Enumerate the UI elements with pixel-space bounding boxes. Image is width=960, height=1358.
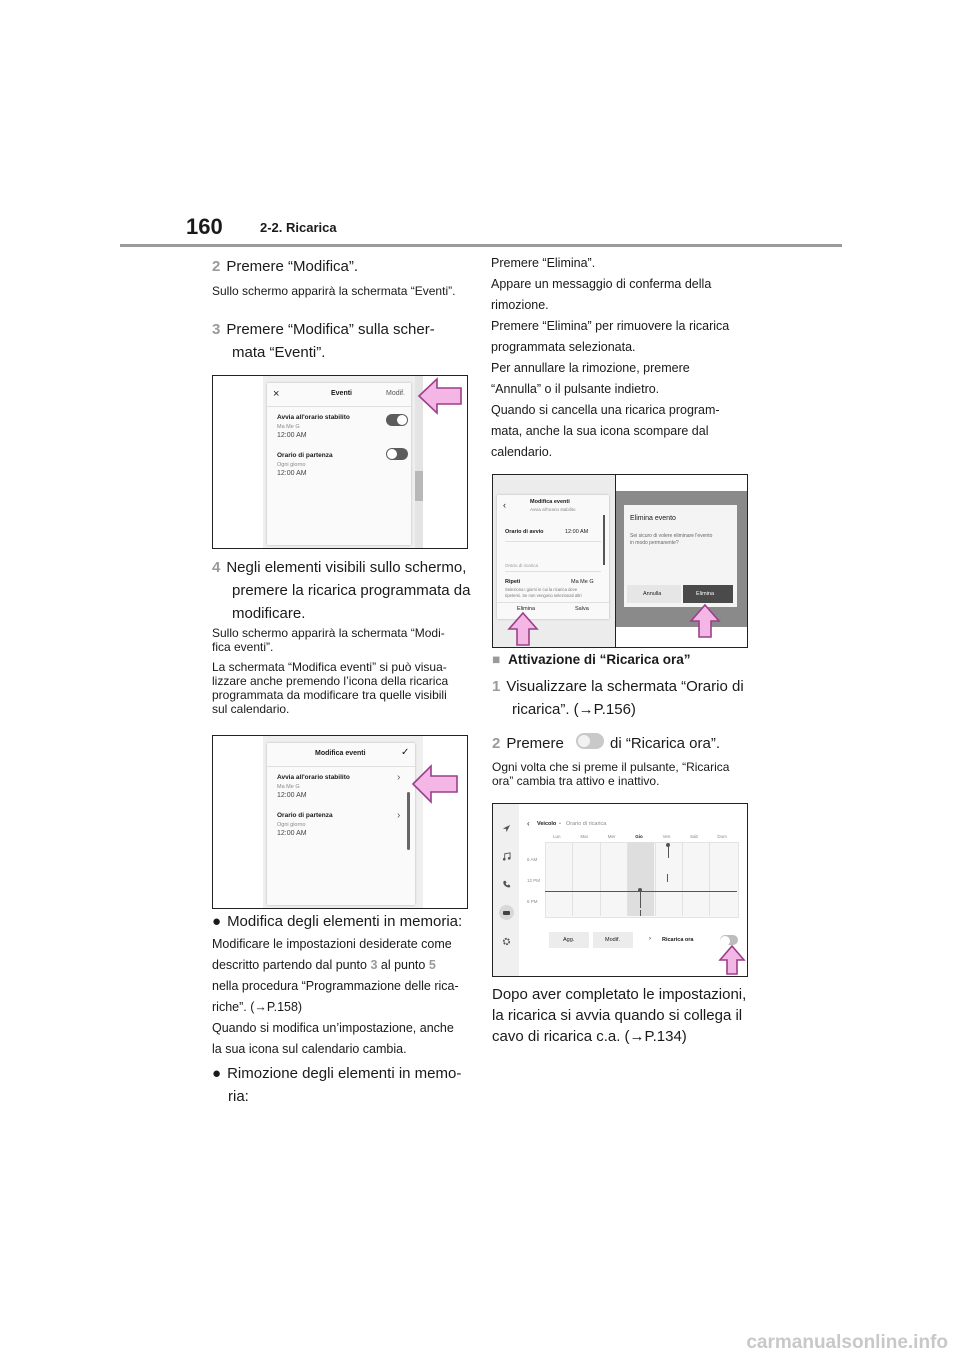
step-number: 1 — [492, 678, 501, 695]
pointer-arrow-icon — [411, 764, 459, 804]
step-ref: 3 — [370, 958, 378, 972]
time-label: 12 PM — [527, 878, 541, 883]
calendar-column-divider — [709, 842, 710, 916]
step-2-right — [492, 732, 564, 755]
body-line: riche”. (→P.158) — [212, 1000, 303, 1014]
step-text: Premere “Modifica” sulla scher- — [226, 321, 435, 338]
note-line: sul calendario. — [212, 702, 290, 716]
step-text: Visualizzare la schermata “Orario di — [506, 678, 744, 695]
scrollbar[interactable] — [603, 515, 605, 565]
screenshot-eventi — [212, 375, 468, 549]
pointer-arrow-icon — [689, 603, 721, 639]
pointer-arrow-icon — [507, 611, 539, 647]
day-label-ven: Ven — [662, 834, 671, 839]
phone-icon[interactable] — [502, 880, 511, 889]
breadcrumb-orario: Orario di ricarica — [566, 821, 607, 827]
watermark-text: carmanualsonline.info — [746, 1332, 948, 1353]
breadcrumb-separator: • — [559, 821, 561, 827]
row-value[interactable]: Ma Me G — [571, 579, 594, 585]
gear-icon[interactable] — [502, 937, 511, 946]
event-title: Orario di partenza — [277, 812, 333, 819]
step-number: 2 — [492, 735, 501, 752]
note-line: lizzare anche premendo l’icona della ricarica — [212, 674, 449, 688]
step-text: Premere — [506, 735, 564, 752]
modif-label: Modif. — [605, 937, 620, 943]
step-3 — [212, 318, 435, 341]
step-3-cont: mata “Eventi”. — [232, 344, 326, 361]
toggle-icon — [576, 733, 604, 749]
event-days: Ogni giorno — [277, 822, 306, 828]
note-line: La schermata “Modifica eventi” si può visua- — [212, 660, 447, 674]
elimina-button[interactable]: Elimina — [517, 606, 536, 612]
toggle-switch[interactable] — [386, 414, 408, 426]
body-line: Quando si modifica un’impostazione, anche — [212, 1021, 454, 1035]
day-label-sab: Sab — [690, 834, 699, 839]
event-marker[interactable] — [640, 890, 641, 908]
day-label-mar: Mar — [580, 834, 589, 839]
body-line: calendario. — [491, 445, 553, 459]
body-line: mata, anche la sua icona scompare dal — [491, 424, 709, 438]
agg-label: Agg. — [563, 937, 575, 943]
event-days: Ogni giorno — [277, 462, 306, 468]
toggle-switch[interactable] — [386, 448, 408, 460]
chevron-right-icon[interactable]: › — [397, 772, 401, 783]
modif-button[interactable]: Modif. — [386, 390, 406, 397]
note-line: Ogni volta che si preme il pulsante, “Ricarica — [492, 760, 730, 774]
event-marker[interactable] — [668, 846, 669, 858]
body-line: nella procedura “Programmazione delle rica- — [212, 979, 459, 993]
step-text-cont: di “Ricarica ora”. — [610, 735, 721, 752]
breadcrumb-veicolo[interactable]: Veicolo — [537, 821, 557, 827]
chevron-right-icon[interactable]: › — [397, 810, 401, 821]
heading-text: Attivazione di “Ricarica ora” — [508, 652, 691, 667]
footer-watermark-bar — [0, 1326, 960, 1358]
screenshot-elimina-evento — [492, 474, 748, 648]
ricarica-ora-label: Ricarica ora — [662, 937, 694, 943]
salva-button[interactable]: Salva — [575, 606, 589, 612]
calendar-column-divider — [655, 842, 656, 916]
event-time: 12:00 AM — [277, 792, 307, 799]
step-text: Premere “Modifica”. — [226, 258, 359, 275]
dialog-text: in modo permanente? — [630, 540, 679, 546]
page-number: 160 — [186, 214, 223, 239]
event-time: 12:00 AM — [277, 470, 307, 477]
step-4-cont: modificare. — [232, 605, 306, 622]
screenshot-orario-ricarica — [492, 803, 748, 977]
step-4-cont: premere la ricarica programmata da — [232, 582, 471, 599]
event-marker[interactable] — [666, 843, 670, 847]
row-desc: ripetersi. Se non vengono selezionati altri — [505, 593, 582, 598]
event-days: Ma Me G — [277, 424, 300, 430]
event-time: 12:00 AM — [277, 830, 307, 837]
section-title: 2-2. Ricarica — [260, 220, 337, 235]
event-title: Avvia all'orario stabilito — [277, 414, 350, 421]
pointer-arrow-icon — [718, 944, 746, 976]
calendar-column-divider — [627, 842, 628, 916]
bullet-text: Modifica degli elementi in memoria: — [227, 913, 463, 930]
final-line: cavo di ricarica c.a. (→P.134) — [492, 1028, 687, 1045]
event-title: Orario di partenza — [277, 452, 333, 459]
car-icon[interactable] — [499, 905, 514, 920]
body-line: Per annullare la rimozione, premere — [491, 361, 690, 375]
body-line: rimozione. — [491, 298, 549, 312]
music-icon[interactable] — [502, 852, 511, 861]
navigation-icon[interactable] — [502, 824, 511, 833]
body-line: Premere “Elimina”. — [491, 256, 596, 270]
body-text: al punto — [377, 958, 429, 972]
time-label: 6 AM — [527, 857, 538, 862]
body-line: “Annulla” o il pulsante indietro. — [491, 382, 660, 396]
body-line — [212, 955, 436, 976]
step-2 — [212, 255, 358, 278]
row-value[interactable]: 12:00 AM — [565, 529, 589, 535]
step-number: 3 — [212, 321, 221, 338]
row-label: Orario di avvio — [505, 529, 544, 535]
body-line: la sua icona sul calendario cambia. — [212, 1042, 407, 1056]
event-time: 12:00 AM — [277, 432, 307, 439]
event-days: Ma Me G — [277, 784, 300, 790]
body-line: Quando si cancella una ricarica program- — [491, 403, 720, 417]
body-line: Premere “Elimina” per rimuovere la ricarica — [491, 319, 730, 333]
section-heading: ■ Attivazione di “Ricarica ora” — [492, 652, 691, 667]
event-marker[interactable] — [640, 910, 641, 916]
annulla-label: Annulla — [643, 591, 662, 597]
calendar-column-divider — [682, 842, 683, 916]
back-icon[interactable]: ‹ — [527, 819, 530, 828]
final-line: la ricarica si avvia quando si collega il — [492, 1007, 743, 1024]
row-label: Ripeti — [505, 579, 521, 585]
elimina-label: Elimina — [696, 591, 715, 597]
day-label-mer: Mer — [607, 834, 616, 839]
step-text: Negli elementi visibili sullo schermo, — [226, 559, 467, 576]
body-line: programmata selezionata. — [491, 340, 636, 354]
event-title: Avvia all'orario stabilito — [277, 774, 350, 781]
bullet-cont: ria: — [228, 1088, 249, 1105]
time-label: 6 PM — [527, 899, 538, 904]
back-icon[interactable]: ‹ — [503, 500, 506, 510]
calendar-column-divider — [600, 842, 601, 916]
screenshot-modifica-eventi — [212, 735, 468, 909]
step-1-cont: ricarica”. (→P.156) — [512, 701, 636, 718]
close-icon[interactable]: × — [273, 388, 280, 400]
day-label-lun: Lun — [553, 834, 561, 839]
note-line: programmata da modificare tra quelle visibili — [212, 688, 447, 702]
final-line: Dopo aver completato le impostazioni, — [492, 986, 747, 1003]
dialog-title: Elimina evento — [630, 515, 676, 522]
screen-title: Modifica eventi — [315, 750, 366, 757]
chevron-right-icon: › — [649, 936, 651, 942]
step-ref: 5 — [428, 958, 436, 972]
step-4 — [212, 556, 466, 579]
event-marker[interactable] — [638, 888, 642, 892]
check-icon[interactable]: ✓ — [401, 747, 410, 758]
body-line: Modificare le impostazioni desiderate come — [212, 937, 452, 951]
note-line: ora” cambia tra attivo e inattivo. — [492, 774, 660, 788]
scrollbar[interactable] — [407, 792, 410, 850]
screen-title: Modifica eventi — [530, 499, 570, 505]
note-line: Sullo schermo apparirà la schermata “Modi- — [212, 626, 445, 640]
step-2-note: Sullo schermo apparirà la schermata “Eventi”. — [212, 284, 456, 298]
dialog-text: Sei sicuro di volere eliminare l'evento — [630, 533, 713, 539]
day-label-gio: Gio — [635, 834, 643, 839]
body-text: descritto partendo dal punto — [212, 958, 371, 972]
bullet-item: ● Modifica degli elementi in memoria: — [212, 913, 463, 930]
header-rule — [120, 244, 842, 247]
screen-subtitle: Avvia all'orario stabilito — [530, 507, 576, 512]
day-label-dom: Dom — [717, 834, 727, 839]
note-line: fica eventi”. — [212, 640, 274, 654]
bullet-item: ● Rimozione degli elementi in memo- — [212, 1065, 462, 1082]
step-1 — [492, 675, 744, 698]
step-number: 4 — [212, 559, 221, 576]
body-line: Appare un messaggio di conferma della — [491, 277, 712, 291]
row-desc: Seleziona i giorni in cui la ricarica deve — [505, 587, 578, 592]
row-label: Orario di ricarica — [505, 563, 539, 568]
screen-title: Eventi — [331, 390, 353, 397]
pointer-arrow-icon — [417, 377, 463, 415]
step-number: 2 — [212, 258, 221, 275]
event-marker[interactable] — [667, 874, 668, 882]
calendar-column-divider — [572, 842, 573, 916]
bullet-text: Rimozione degli elementi in memo- — [227, 1065, 462, 1082]
